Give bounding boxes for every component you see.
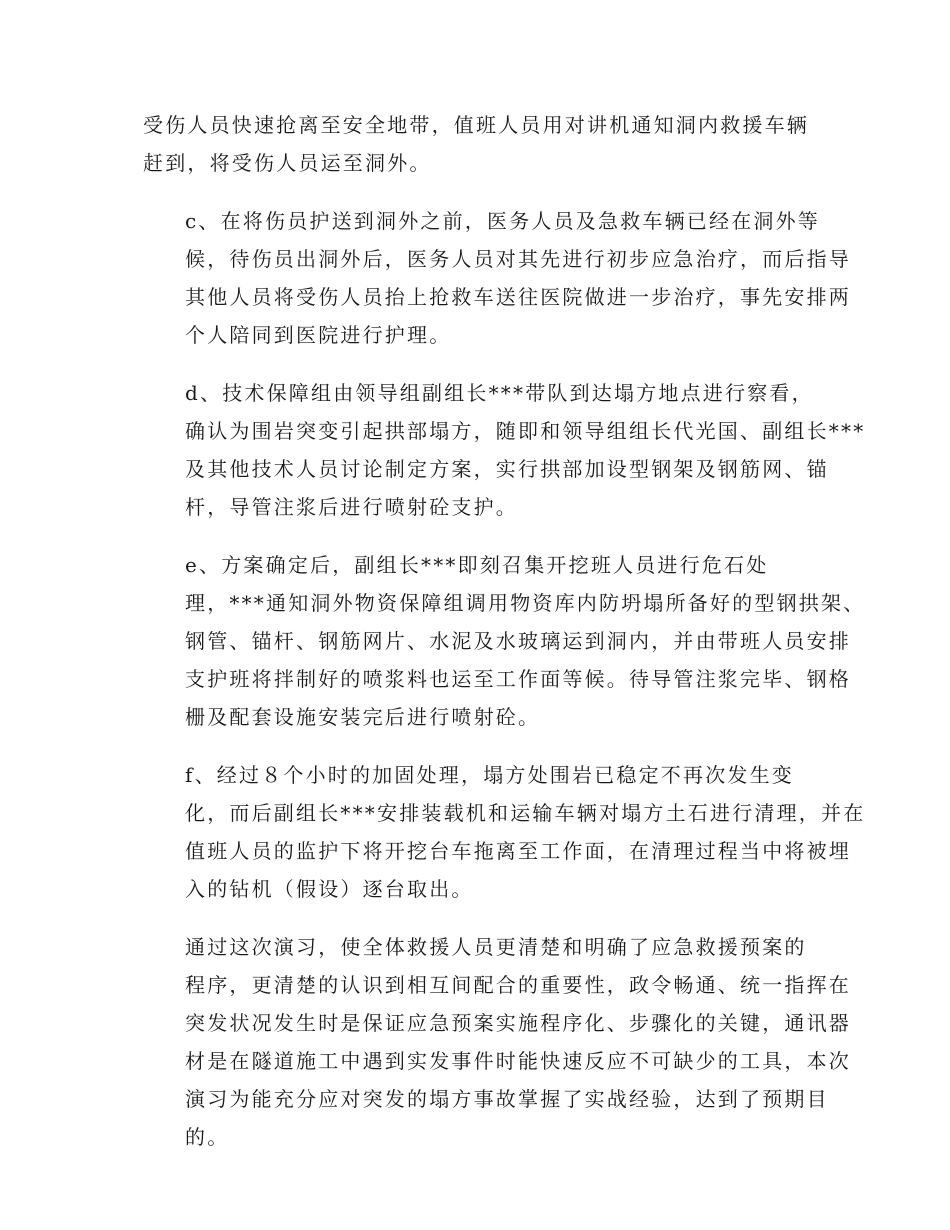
text-line: 杆，导管注浆后进行喷射砼支护。 xyxy=(185,495,518,519)
text-line: 的。 xyxy=(185,1125,230,1149)
text-line: 及其他技术人员讨论制定方案，实行拱部加设型钢架及钢筋网、锚 xyxy=(185,457,829,481)
text-line: 理，***通知洞外物资保障组调用物资库内防坍塌所备好的型钢拱架、 xyxy=(185,591,866,615)
text-line: 通过这次演习，使全体救援人员更清楚和明确了应急救援预案的 xyxy=(185,935,807,959)
document-page xyxy=(143,106,866,1176)
text-line: 其他人员将受伤人员抬上抢救车送往医院做进一步治疗，事先安排两 xyxy=(185,285,851,309)
text-line: 受伤人员快速抢离至安全地带，值班人员用对讲机通知洞内救援车辆 xyxy=(143,113,809,137)
text-line: 材是在隧道施工中遇到实发事件时能快速反应不可缺少的工具，本次 xyxy=(185,1049,851,1073)
paragraph-f-reinforcement xyxy=(143,756,866,908)
text-line: 演习为能充分应对突发的塌方事故掌握了实战经验，达到了预期目 xyxy=(185,1087,829,1111)
text-line: 确认为围岩突变引起拱部塌方，随即和领导组组长代光国、副组长*** xyxy=(185,419,866,443)
text-line: 突发状况发生时是保证应急预案实施程序化、步骤化的关键，通讯器 xyxy=(185,1011,851,1035)
text-line: d、技术保障组由领导组副组长***带队到达塌方地点进行察看， xyxy=(185,381,814,405)
text-line: f、经过８个小时的加固处理，塌方处围岩已稳定不再次发生变 xyxy=(185,763,795,787)
text-line: c、在将伤员护送到洞外之前，医务人员及急救车辆已经在洞外等 xyxy=(185,209,821,233)
text-line: 个人陪同到医院进行护理。 xyxy=(185,323,452,347)
paragraph-conclusion xyxy=(143,928,851,1156)
text-line: 值班人员的监护下将开挖台车拖离至工作面，在清理过程当中将被埋 xyxy=(185,839,851,863)
text-line: e、方案确定后，副组长***即刻召集开挖班人员进行危石处 xyxy=(185,553,769,577)
paragraph-rescue-continuation xyxy=(143,106,807,182)
text-line: 候，待伤员出洞外后，医务人员对其先进行初步应急治疗，而后指导 xyxy=(185,247,851,271)
text-line: 支护班将拌制好的喷浆料也运至工作面等候。待导管注浆完毕、钢格 xyxy=(185,667,851,691)
text-line: 入的钻机（假设）逐台取出。 xyxy=(185,877,474,901)
paragraph-c-medical xyxy=(143,202,851,354)
paragraph-d-technical xyxy=(143,374,866,526)
paragraph-e-plan xyxy=(143,546,866,736)
text-line: 栅及配套设施安装完后进行喷射砼。 xyxy=(185,705,541,729)
text-line: 程序，更清楚的认识到相互间配合的重要性，政令畅通、统一指挥在 xyxy=(185,973,851,997)
text-line: 化，而后副组长***安排装载机和运输车辆对塌方土石进行清理，并在 xyxy=(185,801,866,825)
text-line: 钢管、锚杆、钢筋网片、水泥及水玻璃运到洞内，并由带班人员安排 xyxy=(185,629,851,653)
text-line: 赶到，将受伤人员运至洞外。 xyxy=(143,151,432,175)
